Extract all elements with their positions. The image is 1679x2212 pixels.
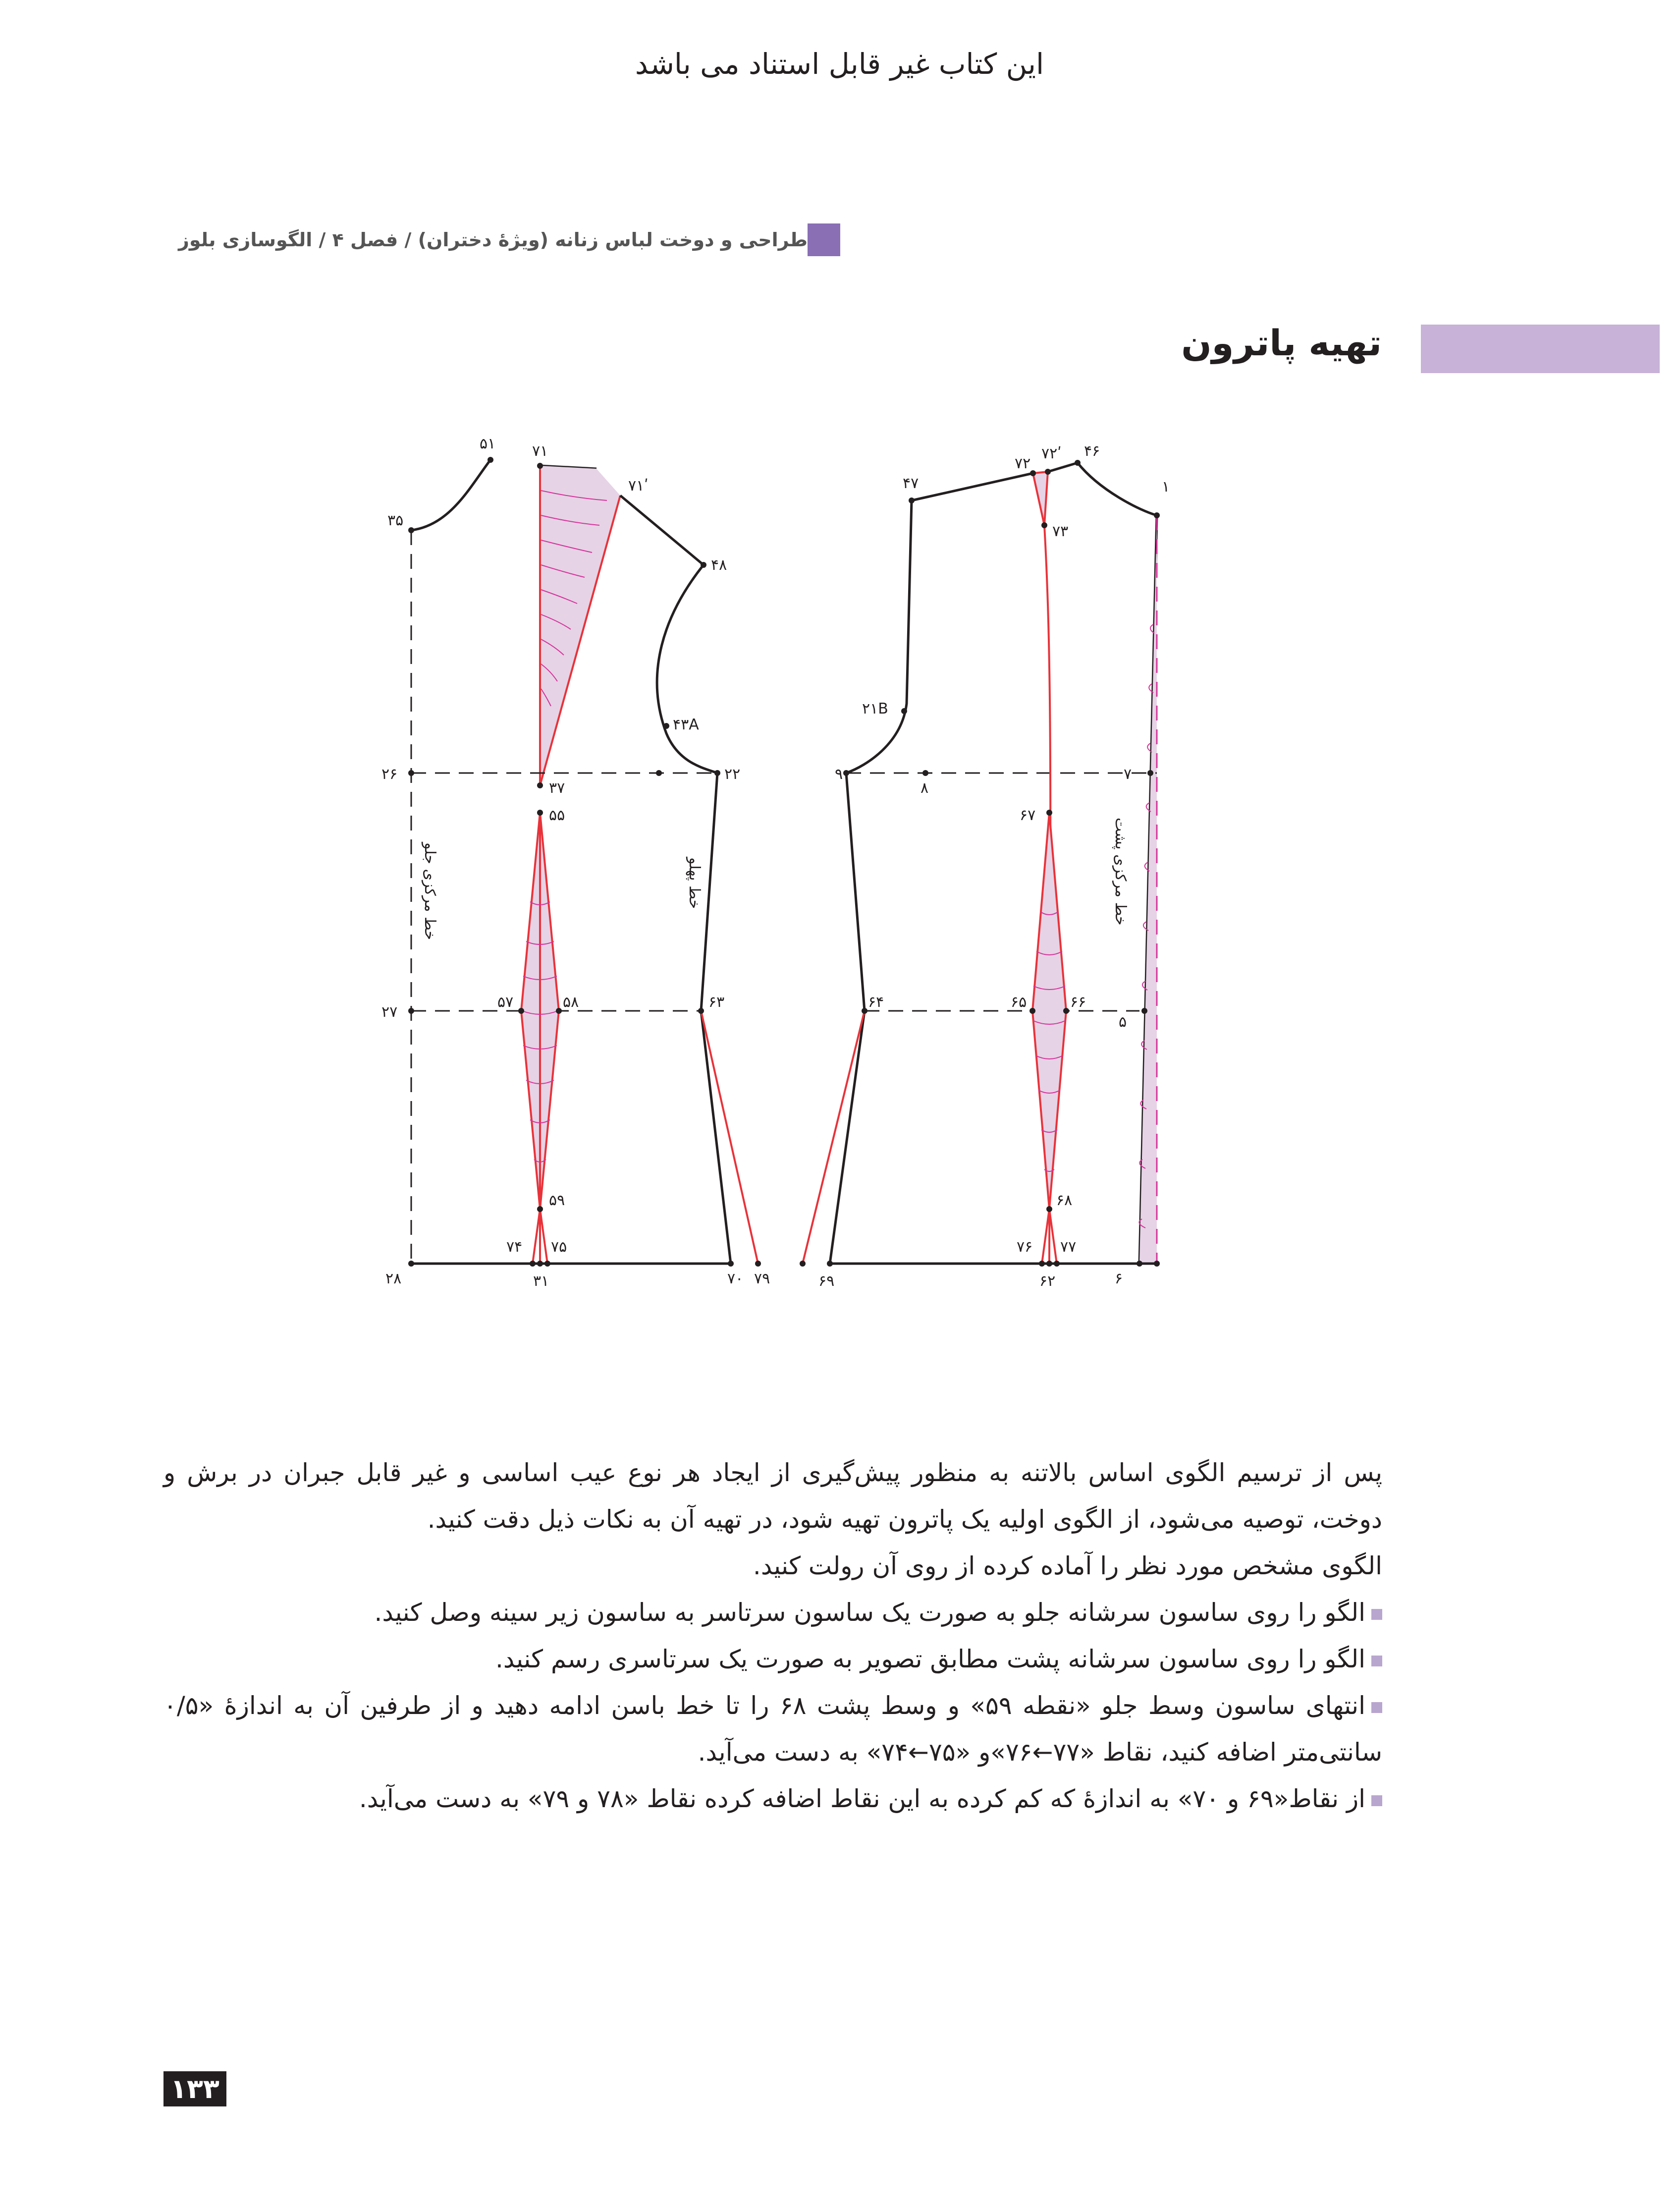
label-71p: ۷۱ʹ: [628, 477, 649, 495]
label-37: ۳۷: [549, 779, 565, 797]
label-79: ۷۹: [754, 1270, 770, 1287]
back-neck-curve: [1078, 463, 1157, 515]
label-43A: ۴۳A: [673, 716, 699, 733]
back-side-lower: [830, 1011, 865, 1264]
label-57: ۵۷: [497, 994, 514, 1011]
watermark-title: این کتاب غیر قابل استناد می باشد: [635, 47, 1044, 81]
label-71: ۷۱: [532, 442, 548, 460]
body-text: [163, 1449, 1382, 1822]
section-title: تهیه پاترون: [1181, 322, 1382, 364]
label-68: ۶۸: [1056, 1192, 1073, 1209]
label-72: ۷۲: [1015, 455, 1031, 472]
label-46: ۴۶: [1084, 442, 1100, 460]
label-75: ۷۵: [551, 1238, 567, 1256]
bullet-item: الگو را روی ساسون سرشانه جلو به صورت یک ساسون سرتاسر به ساسون زیر سینه وصل کنید.: [163, 1589, 1382, 1636]
label-51: ۵۱: [480, 435, 496, 452]
label-5: ۵: [1119, 1013, 1127, 1031]
bullet-item: از نقاط«۶۹ و ۷۰» به اندازهٔ که کم کرده به این نقاط اضافه کرده نقاط «۷۸ و ۷۹» به دست می‌آید.: [163, 1775, 1382, 1822]
label-9: ۹: [835, 766, 843, 783]
label-64: ۶۴: [868, 994, 884, 1011]
bullet-square-icon: [1371, 1702, 1382, 1713]
label-63: ۶۳: [708, 994, 725, 1011]
running-title: طراحی و دوخت لباس زنانه (ویژۀ دختران) / فصل ۴ / الگوسازی بلوز: [178, 229, 808, 251]
label-66: ۶۶: [1070, 994, 1086, 1011]
label-67: ۶۷: [1020, 807, 1036, 824]
page-number: ۱۳۳: [163, 2071, 226, 2106]
back-shoulder-line: [912, 473, 1033, 500]
front-armhole: [620, 496, 717, 773]
front-neck-curve: [411, 460, 490, 530]
label-48: ۴۸: [711, 556, 727, 574]
label-76: ۷۶: [1017, 1238, 1033, 1256]
bullet-item: انتهای ساسون وسط جلو «نقطه ۵۹» و وسط پشت ۶۸ را تا خط باسن ادامه دهید و از طرفین آن به اندازهٔ «۰/۵ سانتی‌متر اضافه کنید، نقاط «۷۷←۷۶»و «۷۵←۷۴» به دست می‌آید.: [163, 1691, 1382, 1767]
label-62: ۶۲: [1039, 1272, 1056, 1290]
back-labels: [818, 442, 1170, 1290]
back-armhole: [846, 500, 912, 773]
bullet-item: الگو را روی ساسون سرشانه پشت مطابق تصویر به صورت یک سرتاسری رسم کنید.: [163, 1636, 1382, 1682]
label-7: ۷: [1124, 766, 1132, 783]
pattern-figure: [367, 426, 1219, 1318]
label-8: ۸: [921, 779, 929, 797]
side-line-label: خط پهلو: [686, 857, 703, 909]
back-waist-dart-fill: [1032, 813, 1066, 1209]
back-shoulder-line-2: [1048, 463, 1078, 472]
front-pattern: [381, 435, 770, 1290]
label-70: ۷۰: [727, 1270, 744, 1287]
front-center-line-label: خط مرکزی جلو: [421, 842, 438, 940]
header-square-icon: [808, 223, 840, 256]
label-35: ۳۵: [387, 512, 404, 529]
bullet-square-icon: [1371, 1795, 1382, 1806]
label-27: ۲۷: [381, 1003, 398, 1021]
intro-paragraph: پس از ترسیم الگوی اساس بالاتنه به منظور پیش‌گیری از ایجاد هر نوع عیب اساسی و غیر قابل جبران در برش و دوخت، توصیه می‌شود، از الگوی اولیه یک پاترون تهیه شود، در تهیه آن به نکات ذیل دقت کنید.: [163, 1458, 1382, 1534]
label-22: ۲۲: [724, 766, 741, 783]
label-72p: ۷۲ʹ: [1041, 445, 1062, 462]
label-21B: ۲۱B: [862, 700, 888, 718]
label-26: ۲۶: [381, 766, 398, 783]
label-31: ۳۱: [533, 1272, 549, 1290]
back-center-panel-fill: [1139, 515, 1157, 1264]
label-73: ۷۳: [1052, 523, 1069, 540]
label-1: ۱: [1162, 478, 1170, 496]
label-65: ۶۵: [1011, 994, 1027, 1011]
bullet-square-icon: [1371, 1609, 1382, 1620]
label-58: ۵۸: [563, 994, 579, 1011]
label-74: ۷۴: [506, 1238, 523, 1256]
label-6: ۶: [1115, 1270, 1123, 1287]
back-side-upper: [846, 773, 865, 1011]
label-47: ۴۷: [903, 475, 919, 492]
instruction-line: الگوی مشخص مورد نظر را آماده کرده از روی آن رولت کنید.: [753, 1551, 1382, 1580]
front-side-lower: [701, 1011, 731, 1264]
label-59: ۵۹: [549, 1192, 565, 1209]
label-77: ۷۷: [1060, 1238, 1077, 1256]
bullet-square-icon: [1371, 1656, 1382, 1666]
section-bar: [1421, 325, 1660, 373]
running-header: [163, 222, 840, 258]
back-shoulder-dart: [1033, 472, 1048, 525]
back-pattern: [800, 442, 1170, 1290]
front-side-flare: [701, 1011, 758, 1264]
front-shoulder-dart-fill: [540, 466, 620, 785]
label-55: ۵۵: [549, 807, 565, 824]
back-side-flare: [803, 1011, 865, 1264]
label-28: ۲۸: [385, 1270, 402, 1287]
label-69: ۶۹: [818, 1272, 835, 1290]
back-center-line-label: خط مرکزی پشت: [1112, 818, 1129, 926]
